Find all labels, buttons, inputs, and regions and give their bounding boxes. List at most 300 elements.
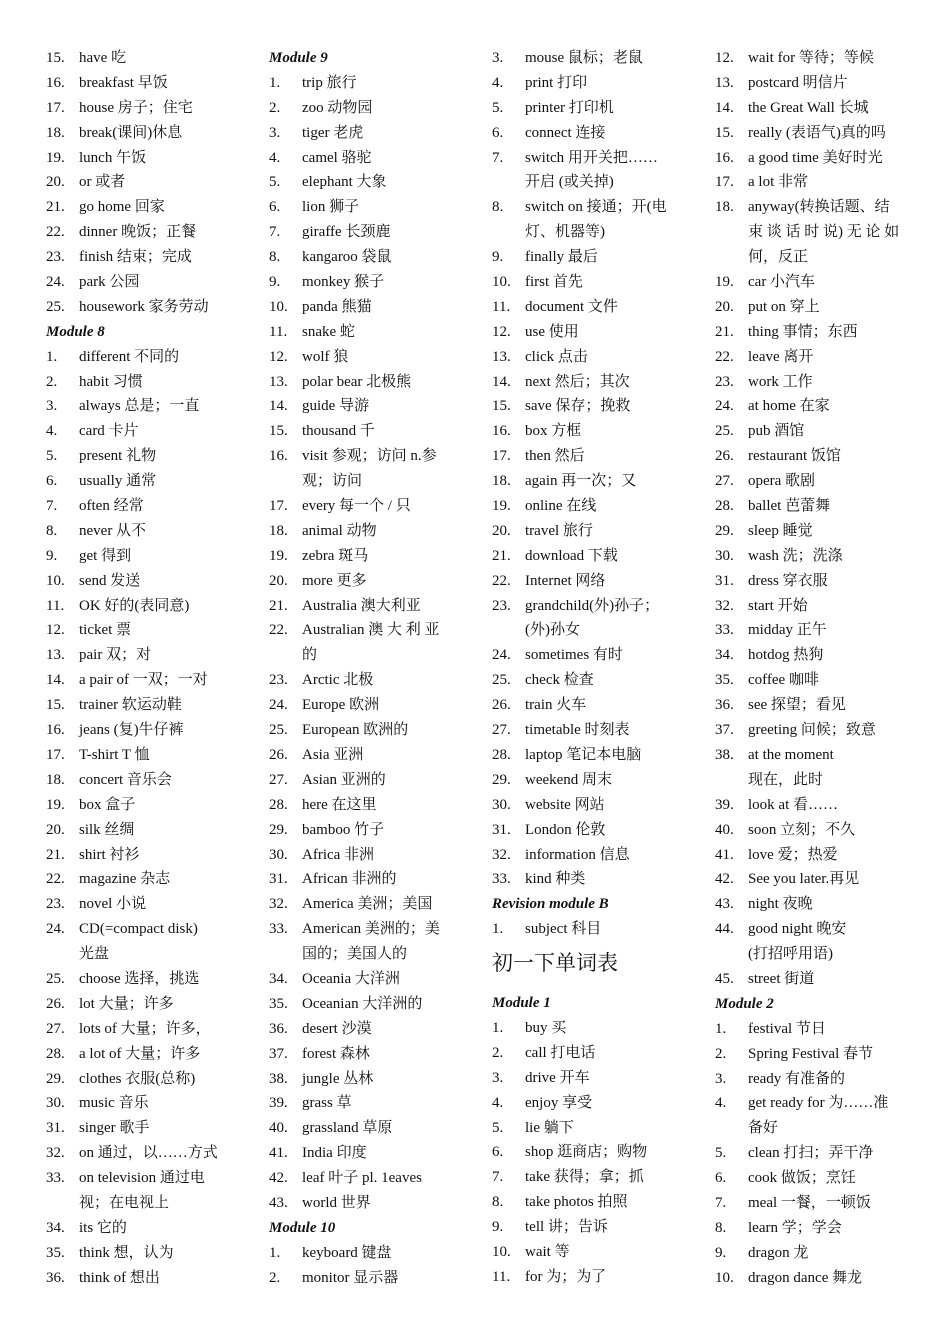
item-number: 1. (492, 921, 504, 938)
item-number: 1. (715, 1020, 727, 1037)
vocab-item (715, 71, 931, 96)
vocab-text: grandchild(外)孙子； (525, 597, 660, 614)
vocab-item (492, 1140, 708, 1165)
item-number: 26. (715, 448, 734, 465)
vocab-item (715, 967, 931, 992)
vocab-text: really (表语气)真的吗 (748, 124, 886, 141)
item-number: 35. (715, 672, 734, 689)
vocab-text: park 公园 (79, 274, 140, 291)
vocab-text: African 非洲的 (302, 871, 397, 888)
item-number: 35. (269, 995, 288, 1012)
item-number: 3. (492, 50, 504, 66)
vocab-text: Oceanian 大洋洲的 (302, 995, 423, 1012)
vocab-item (492, 544, 708, 569)
module-heading: Module 10 (269, 1219, 336, 1236)
vocab-text: European 欧洲的 (302, 722, 409, 739)
vocab-item (715, 146, 931, 171)
item-number: 34. (715, 647, 734, 664)
item-number: 28. (46, 1045, 65, 1062)
vocab-text: enjoy 享受 (525, 1094, 593, 1111)
vocab-item (269, 345, 485, 370)
item-number: 19. (715, 274, 734, 291)
vocab-text: send 发送 (79, 572, 141, 589)
vocab-item (715, 494, 931, 519)
vocab-text: its 它的 (79, 1219, 127, 1236)
module-heading: Module 2 (715, 995, 774, 1012)
vocab-item (269, 892, 485, 917)
vocab-text: start 开始 (748, 597, 808, 614)
vocab-text: grassland 草原 (302, 1120, 393, 1137)
vocab-text: silk 丝绸 (79, 821, 135, 838)
vocab-text: dinner 晚饭；正餐 (79, 224, 197, 241)
item-number: 12. (715, 50, 734, 66)
item-number: 33. (492, 871, 511, 888)
vocab-item (715, 370, 931, 395)
vocab-text: music 音乐 (79, 1095, 149, 1112)
item-number: 29. (715, 522, 734, 539)
vocab-item (269, 320, 485, 345)
vocab-text: panda 熊猫 (302, 298, 372, 315)
vocab-text: concert 音乐会 (79, 771, 172, 788)
item-number: 20. (492, 522, 511, 539)
vocab-text: anyway(转换话题、结 (748, 199, 890, 216)
item-number: 1. (269, 74, 281, 91)
item-number: 17. (46, 746, 65, 763)
vocab-item (269, 146, 485, 171)
vocab-item (492, 1091, 708, 1116)
vocab-text: monkey 猴子 (302, 274, 385, 291)
vocab-text: information 信息 (525, 846, 630, 863)
item-number: 40. (715, 821, 734, 838)
vocab-item (269, 1017, 485, 1042)
vocab-item-continuation (269, 469, 485, 494)
vocab-text: festival 节日 (748, 1020, 826, 1037)
vocab-text: postcard 明信片 (748, 74, 848, 91)
vocab-text: on television 通过电 (79, 1170, 205, 1187)
vocab-item (46, 618, 262, 643)
column-4 (715, 46, 931, 1291)
vocab-item (715, 195, 931, 220)
vocab-text: lie 躺下 (525, 1119, 574, 1136)
vocab-text: London 伦敦 (525, 821, 606, 838)
vocab-text: midday 正午 (748, 622, 827, 639)
vocab-item (492, 743, 708, 768)
item-number: 22. (492, 572, 511, 589)
item-number: 10. (269, 298, 288, 315)
vocab-text: take 获得；拿；抓 (525, 1169, 644, 1186)
vocab-text: the Great Wall 长城 (748, 99, 869, 116)
item-number: 24. (269, 697, 288, 714)
item-number: 34. (46, 1219, 65, 1236)
vocab-text: take photos 拍照 (525, 1194, 628, 1211)
vocab-item-continuation (715, 942, 931, 967)
item-number: 10. (715, 1269, 734, 1286)
vocab-text: CD(=compact disk) (79, 921, 198, 938)
vocab-text: a pair of 一双；一对 (79, 672, 208, 689)
item-number: 31. (492, 821, 511, 838)
item-number: 10. (46, 572, 65, 589)
vocab-item (715, 743, 931, 768)
item-number: 33. (46, 1170, 65, 1187)
vocab-item (492, 270, 708, 295)
vocab-text: 的 (302, 647, 318, 664)
vocab-text: wash 洗；洗涤 (748, 547, 843, 564)
vocab-text: think 想，认为 (79, 1244, 174, 1261)
vocab-text: weekend 周末 (525, 771, 613, 788)
vocab-item (492, 295, 708, 320)
vocab-text: have 吃 (79, 50, 127, 66)
vocab-item (46, 1042, 262, 1067)
vocab-item (269, 370, 485, 395)
vocab-text: magazine 杂志 (79, 871, 171, 888)
item-number: 25. (715, 423, 734, 440)
vocab-text: dragon dance 舞龙 (748, 1269, 863, 1286)
vocab-item (492, 1066, 708, 1091)
vocab-text: 国的；美国人的 (302, 946, 408, 963)
vocab-text: habit 习惯 (79, 373, 143, 390)
vocab-item (46, 843, 262, 868)
vocab-text: get 得到 (79, 547, 132, 564)
vocab-item (269, 668, 485, 693)
item-number: 2. (269, 1269, 281, 1286)
item-number: 32. (492, 846, 511, 863)
vocab-text: break(课间)休息 (79, 124, 183, 141)
item-number: 23. (46, 896, 65, 913)
vocab-text: a lot 非常 (748, 174, 808, 191)
vocab-text: dragon 龙 (748, 1244, 809, 1261)
vocab-text: tell 讲；告诉 (525, 1219, 608, 1236)
item-number: 10. (492, 274, 511, 291)
vocab-item (492, 1116, 708, 1141)
item-number: 26. (46, 995, 65, 1012)
vocab-item (715, 469, 931, 494)
vocab-item (269, 768, 485, 793)
vocab-text: always 总是；一直 (79, 398, 200, 415)
item-number: 30. (715, 547, 734, 564)
vocab-text: street 街道 (748, 970, 815, 987)
vocab-item (269, 569, 485, 594)
vocab-item (269, 1241, 485, 1266)
module-heading: Module 9 (269, 50, 328, 66)
vocab-item (46, 718, 262, 743)
item-number: 14. (715, 99, 734, 116)
vocab-text: check 检查 (525, 672, 594, 689)
item-number: 3. (492, 1069, 504, 1086)
vocab-item-continuation (715, 1116, 931, 1141)
item-number: 20. (715, 298, 734, 315)
vocab-item (46, 967, 262, 992)
vocab-text: good night 晚安 (748, 921, 847, 938)
vocab-item (492, 96, 708, 121)
item-number: 40. (269, 1120, 288, 1137)
vocab-item (269, 992, 485, 1017)
vocab-text: snake 蛇 (302, 323, 355, 340)
vocab-item (715, 170, 931, 195)
item-number: 17. (492, 448, 511, 465)
vocab-item (46, 1166, 262, 1191)
vocab-text: 何，反正 (748, 249, 809, 266)
item-number: 17. (46, 99, 65, 116)
vocab-item (492, 1190, 708, 1215)
vocab-item (269, 867, 485, 892)
vocab-item (492, 843, 708, 868)
vocab-text: greeting 问候；致意 (748, 722, 876, 739)
item-number: 23. (715, 373, 734, 390)
vocab-item (492, 494, 708, 519)
item-number: 4. (269, 149, 281, 166)
vocab-item (492, 1041, 708, 1066)
item-number: 9. (492, 249, 504, 266)
vocab-item-continuation (715, 768, 931, 793)
vocab-item (46, 270, 262, 295)
item-number: 17. (715, 174, 734, 191)
vocab-item (269, 843, 485, 868)
vocab-text: thing 事情；东西 (748, 323, 858, 340)
vocab-text: again 再一次；又 (525, 473, 637, 490)
item-number: 2. (715, 1045, 727, 1062)
vocab-item (46, 394, 262, 419)
vocab-text: camel 骆驼 (302, 149, 372, 166)
vocab-item (269, 818, 485, 843)
vocab-item (46, 71, 262, 96)
vocab-item (46, 1216, 262, 1241)
vocab-item (715, 345, 931, 370)
vocab-item (46, 917, 262, 942)
vocab-text: never 从不 (79, 522, 147, 539)
vocab-item (715, 1266, 931, 1291)
vocab-text: first 首先 (525, 274, 583, 291)
vocab-text: often 经常 (79, 498, 144, 515)
vocab-item (715, 618, 931, 643)
vocab-item (269, 394, 485, 419)
vocab-text: love 爱；热爱 (748, 846, 838, 863)
vocab-item (269, 170, 485, 195)
item-number: 14. (46, 672, 65, 689)
vocab-item (492, 917, 708, 942)
item-number: 30. (46, 1095, 65, 1112)
vocab-item (715, 917, 931, 942)
module-heading: Module 1 (492, 995, 551, 1012)
item-number: 22. (715, 348, 734, 365)
vocab-text: visit 参观；访问 n.参 (302, 448, 437, 465)
vocab-text: shirt 衬衫 (79, 846, 140, 863)
vocab-item (492, 1165, 708, 1190)
vocab-text: Oceania 大洋洲 (302, 970, 400, 987)
column-3 (492, 46, 708, 1290)
item-number: 30. (269, 846, 288, 863)
vocab-text: American 美洲的；美 (302, 921, 440, 938)
item-number: 28. (715, 498, 734, 515)
vocab-text: trip 旅行 (302, 74, 357, 91)
vocab-item (715, 1216, 931, 1241)
item-number: 15. (715, 124, 734, 141)
vocab-text: animal 动物 (302, 522, 377, 539)
vocab-text: Australia 澳大利亚 (302, 597, 421, 614)
item-number: 9. (269, 274, 281, 291)
vocab-item (715, 419, 931, 444)
vocab-text: elephant 大象 (302, 174, 387, 191)
vocab-item (269, 519, 485, 544)
vocab-text: pub 酒馆 (748, 423, 805, 440)
item-number: 20. (46, 821, 65, 838)
item-number: 16. (269, 448, 288, 465)
item-number: 18. (46, 124, 65, 141)
item-number: 24. (715, 398, 734, 415)
item-number: 27. (715, 473, 734, 490)
vocab-text: (外)孙女 (525, 622, 580, 639)
vocab-text: subject 科目 (525, 921, 602, 938)
vocab-text: restaurant 饭馆 (748, 448, 841, 465)
item-number: 27. (46, 1020, 65, 1037)
item-number: 24. (46, 274, 65, 291)
column-1 (46, 46, 262, 1291)
vocab-item (492, 1265, 708, 1290)
vocab-text: lion 狮子 (302, 199, 360, 216)
vocab-item (715, 1191, 931, 1216)
item-number: 11. (492, 1268, 511, 1285)
vocab-item (46, 121, 262, 146)
item-number: 31. (715, 572, 734, 589)
item-number: 36. (269, 1020, 288, 1037)
vocab-text: bamboo 竹子 (302, 821, 385, 838)
vocab-item (492, 195, 708, 220)
item-number: 14. (269, 398, 288, 415)
item-number: 32. (46, 1145, 65, 1162)
item-number: 16. (46, 722, 65, 739)
vocab-item (492, 469, 708, 494)
vocab-text: kangaroo 袋鼠 (302, 249, 392, 266)
item-number: 19. (269, 547, 288, 564)
item-number: 11. (269, 323, 288, 340)
vocab-text: wait for 等待；等候 (748, 50, 874, 66)
item-number: 37. (715, 722, 734, 739)
vocab-item (715, 544, 931, 569)
column-2 (269, 46, 485, 1291)
vocab-item (715, 643, 931, 668)
item-number: 25. (269, 722, 288, 739)
vocab-item (269, 793, 485, 818)
vocab-text: singer 歌手 (79, 1120, 150, 1137)
vocab-text: website 网站 (525, 796, 605, 813)
item-number: 5. (492, 99, 504, 116)
vocab-text: switch on 接通；开(电 (525, 199, 667, 216)
item-number: 11. (46, 597, 65, 614)
item-number: 25. (46, 970, 65, 987)
vocab-text: Internet 网络 (525, 572, 606, 589)
item-number: 5. (492, 1119, 504, 1136)
item-number: 32. (269, 896, 288, 913)
vocab-item (715, 1166, 931, 1191)
item-number: 29. (492, 771, 511, 788)
item-number: 20. (46, 174, 65, 191)
item-number: 26. (269, 746, 288, 763)
vocab-item-continuation (492, 170, 708, 195)
vocab-text: use 使用 (525, 323, 579, 340)
vocab-item (492, 121, 708, 146)
vocab-item (46, 693, 262, 718)
vocab-text: card 卡片 (79, 423, 139, 440)
vocab-text: laptop 笔记本电脑 (525, 746, 642, 763)
item-number: 19. (46, 796, 65, 813)
vocab-item (715, 295, 931, 320)
vocab-item (46, 793, 262, 818)
vocab-text: house 房子；住宅 (79, 99, 193, 116)
vocab-item (715, 718, 931, 743)
vocab-text: wolf 狼 (302, 348, 349, 365)
item-number: 8. (46, 522, 58, 539)
vocab-text: for 为；为了 (525, 1268, 607, 1285)
item-number: 8. (492, 1194, 504, 1211)
vocab-text: zoo 动物园 (302, 99, 373, 116)
vocab-item (715, 121, 931, 146)
vocab-text: Spring Festival 春节 (748, 1045, 874, 1062)
item-number: 24. (46, 921, 65, 938)
item-number: 35. (46, 1244, 65, 1261)
item-number: 29. (269, 821, 288, 838)
vocab-item (269, 718, 485, 743)
vocab-text: 现在，此时 (748, 771, 824, 788)
vocab-item (269, 917, 485, 942)
vocab-item (46, 245, 262, 270)
vocab-item (269, 743, 485, 768)
item-number: 4. (715, 1095, 727, 1112)
vocab-item (46, 220, 262, 245)
vocab-text: or 或者 (79, 174, 126, 191)
vocab-text: work 工作 (748, 373, 813, 390)
vocab-item (492, 71, 708, 96)
item-number: 2. (269, 99, 281, 116)
vocab-text: a good time 美好时光 (748, 149, 883, 166)
vocab-text: finish 结束；完成 (79, 249, 192, 266)
vocab-item (492, 793, 708, 818)
vocab-item (269, 96, 485, 121)
vocab-text: clean 打扫；弄干净 (748, 1145, 874, 1162)
item-number: 4. (46, 423, 58, 440)
vocab-text: monitor 显示器 (302, 1269, 399, 1286)
section-title: 初一下单词表 (492, 951, 618, 976)
vocab-item (492, 345, 708, 370)
vocab-item (492, 370, 708, 395)
vocab-text: go home 回家 (79, 199, 165, 216)
vocab-item (269, 245, 485, 270)
vocab-text: polar bear 北极熊 (302, 373, 412, 390)
vocab-text: ballet 芭蕾舞 (748, 498, 831, 515)
vocab-text: printer 打印机 (525, 99, 614, 116)
item-number: 21. (46, 199, 65, 216)
item-number: 15. (269, 423, 288, 440)
item-number: 24. (492, 647, 511, 664)
item-number: 4. (492, 1094, 504, 1111)
vocab-item (269, 220, 485, 245)
vocab-text: ticket 票 (79, 622, 132, 639)
vocab-text: kind 种类 (525, 871, 586, 888)
vocab-item (269, 195, 485, 220)
vocab-item (715, 1091, 931, 1116)
vocab-text: box 盒子 (79, 796, 136, 813)
vocab-text: connect 连接 (525, 124, 606, 141)
vocab-text: travel 旅行 (525, 522, 593, 539)
item-number: 12. (46, 622, 65, 639)
item-number: 29. (46, 1070, 65, 1087)
item-number: 43. (269, 1194, 288, 1211)
vocab-item (492, 693, 708, 718)
vocab-text: zebra 斑马 (302, 547, 369, 564)
item-number: 21. (46, 846, 65, 863)
vocab-item (715, 444, 931, 469)
item-number: 9. (715, 1244, 727, 1261)
item-number: 33. (269, 921, 288, 938)
item-number: 4. (492, 74, 504, 91)
